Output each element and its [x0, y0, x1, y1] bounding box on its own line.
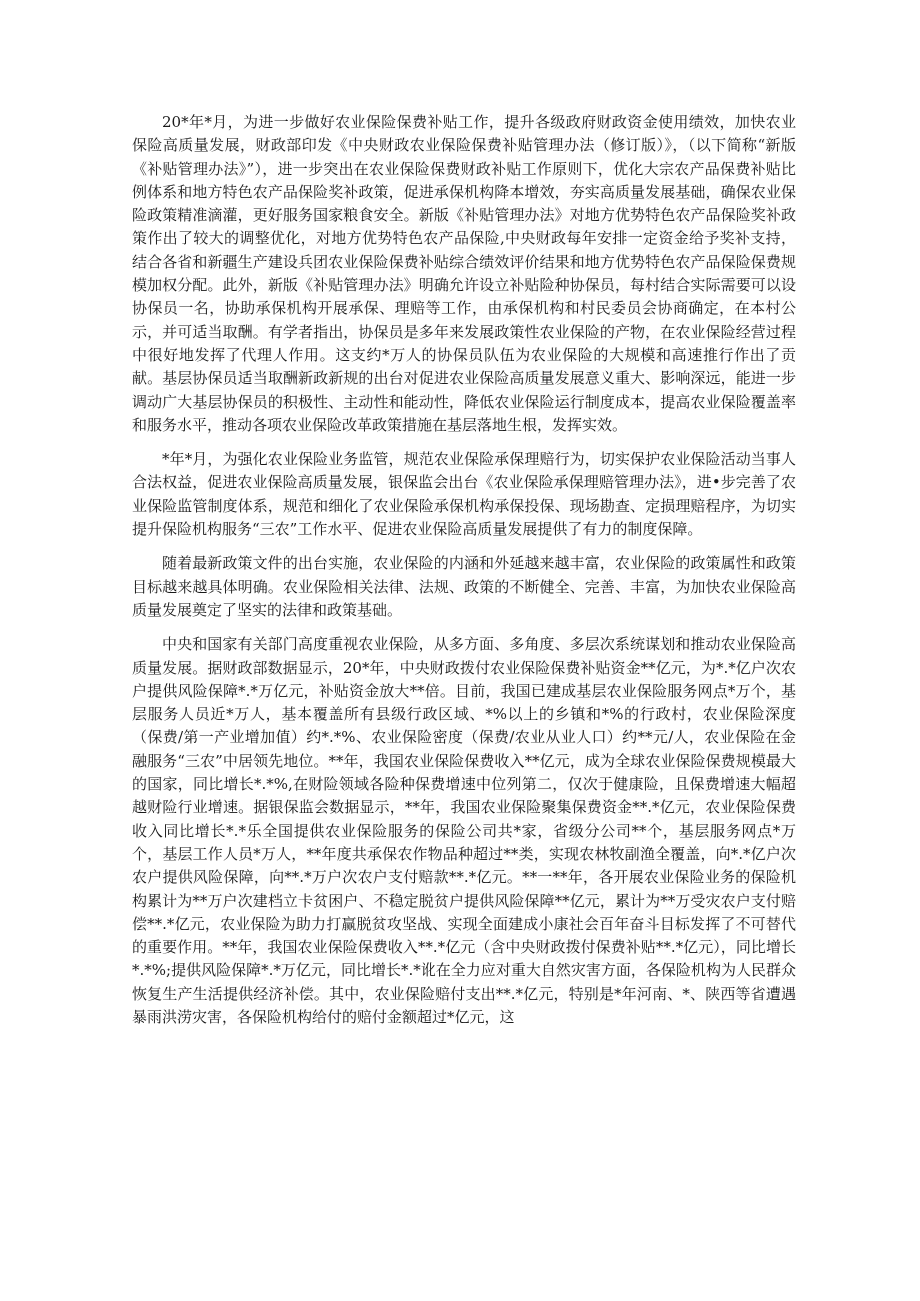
paragraph-agri-insurance-subsidy-policy: 20*年*月，为进一步做好农业保险保费补贴工作，提升各级政府财政资金使用绩效，加快农业保险高质量发展，财政部印发《中央财政农业保险保费补贴管理办法（修订版）》，（以下简称“新版《补贴管理办法》”），进一步突出在农业保险保费财政补贴工作原则下，优化大宗农产品保费补贴比例体系和地方特色农产品保险奖补政策，促进承保机构降本增效，夯实高质量发展基础，确保农业保险政策精准滴灌，更好服务国家粮食安全。新版《补贴管理办法》对地方优势特色农产品保险奖补政策作出了较大的调整优化，对地方优势特色农产品保险,中央财政每年安排一定资金给予奖补支持，结合各省和新疆生产建设兵团农业保险保费补贴综合绩效评价结果和地方优势特色农产品保险保费规模加权分配。此外，新版《补贴管理办法》明确允许设立补贴险种协保员，每村结合实际需要可以设协保员一名，协助承保机构开展承保、理赔等工作，由承保机构和村民委员会协商确定，在本村公示，并可适当取酬。有学者指出，协保员是多年来发展政策性农业保险的产物，在农业保险经营过程中很好地发挥了代理人作用。这支约*万人的协保员队伍为农业保险的大规模和高速推行作出了贡献。基层协保员适当取酬新政新规的出台对促进农业保险高质量发展意义重大、影响深远，能进一步调动广大基层协保员的积极性、主动性和能动性，降低农业保险运行制度成本，提高农业保险覆盖率和服务水平，推动各项农业保险改革政策措施在基层落地生根，发挥实效。	[132, 113, 796, 434]
paragraph-development-statistics: 中央和国家有关部门高度重视农业保险，从多方面、多角度、多层次系统谋划和推动农业保险高质量发展。据财政部数据显示，20*年，中央财政拨付农业保险保费补贴资金**亿元，为*.*亿户次农户提供风险保障*.*万亿元，补贴资金放大**倍。目前，我国已建成基层农业保险服务网点*万个，基层服务人员近*万人，基本覆盖所有县级行政区域、*%以上的乡镇和*%的行政村，农业保险深度（保费/第一产业增加值）约*.*%、农业保险密度（保费/农业从业人口）约**元/人，农业保险在金融服务“三农”中居领先地位。**年，我国农业保险保费收入**亿元，成为全球农业保险保费规模最大的国家，同比增长*.*%,在财险领域各险种保费增速中位列第二，仅次于健康险，且保费增速大幅超越财险行业增速。据银保监会数据显示，**年，我国农业保险聚集保费资金**.*亿元，农业保险保费收入同比增长*.*乐全国提供农业保险服务的保险公司共*家，省级分公司**个，基层服务网点*万个，基层工作人员*万人，**年度共承保农作物品种超过**类，实现农林牧副渔全覆盖，向*.*亿户次农户提供风险保障，向**.*万户次农户支付赔款**.*亿元。**一**年，各开展农业保险业务的保险机构累计为**万户次建档立卡贫困户、不稳定脱贫户提供风险保障**亿元，累计为**万受灾农户支付赔偿**.*亿元，农业保险为助力打赢脱贫攻坚战、实现全面建成小康社会百年奋斗目标发挥了不可替代的重要作用。**年，我国农业保险保费收入**.*亿元（含中央财政拨付保费补贴**.*亿元），同比增长*.*%;提供风险保障*.*万亿元，同比增长*.*讹在全力应对重大自然灾害方面，各保险机构为人民群众恢复生产生活提供经济补偿。其中，农业保险赔付支出**.*亿元，特别是*年河南、*、陕西等省遭遇暴雨洪涝灾害，各保险机构给付的赔付金额超过*亿元，这	[132, 635, 796, 1026]
paragraph-policy-foundation: 随着最新政策文件的出台实施，农业保险的内涵和外延越来越丰富，农业保险的政策属性和政策目标越来越具体明确。农业保险相关法律、法规、政策的不断健全、完善、丰富，为加快农业保险高质量发展奠定了坚实的法律和政策基础。	[132, 554, 796, 619]
paragraph-underwriting-claims-regulation: *年*月，为强化农业保险业务监管，规范农业保险承保理赔行为，切实保护农业保险活动当事人合法权益，促进农业保险高质量发展，银保监会出台《农业保险承保理赔管理办法》，进•步完善了农业保险监管制度体系，规范和细化了农业保险承保机构承保投保、现场勘查、定损理赔程序，为切实提升保险机构服务“三农”工作水平、促进农业保险高质量发展提供了有力的制度保障。	[132, 450, 796, 539]
document-body	[132, 111, 796, 1040]
